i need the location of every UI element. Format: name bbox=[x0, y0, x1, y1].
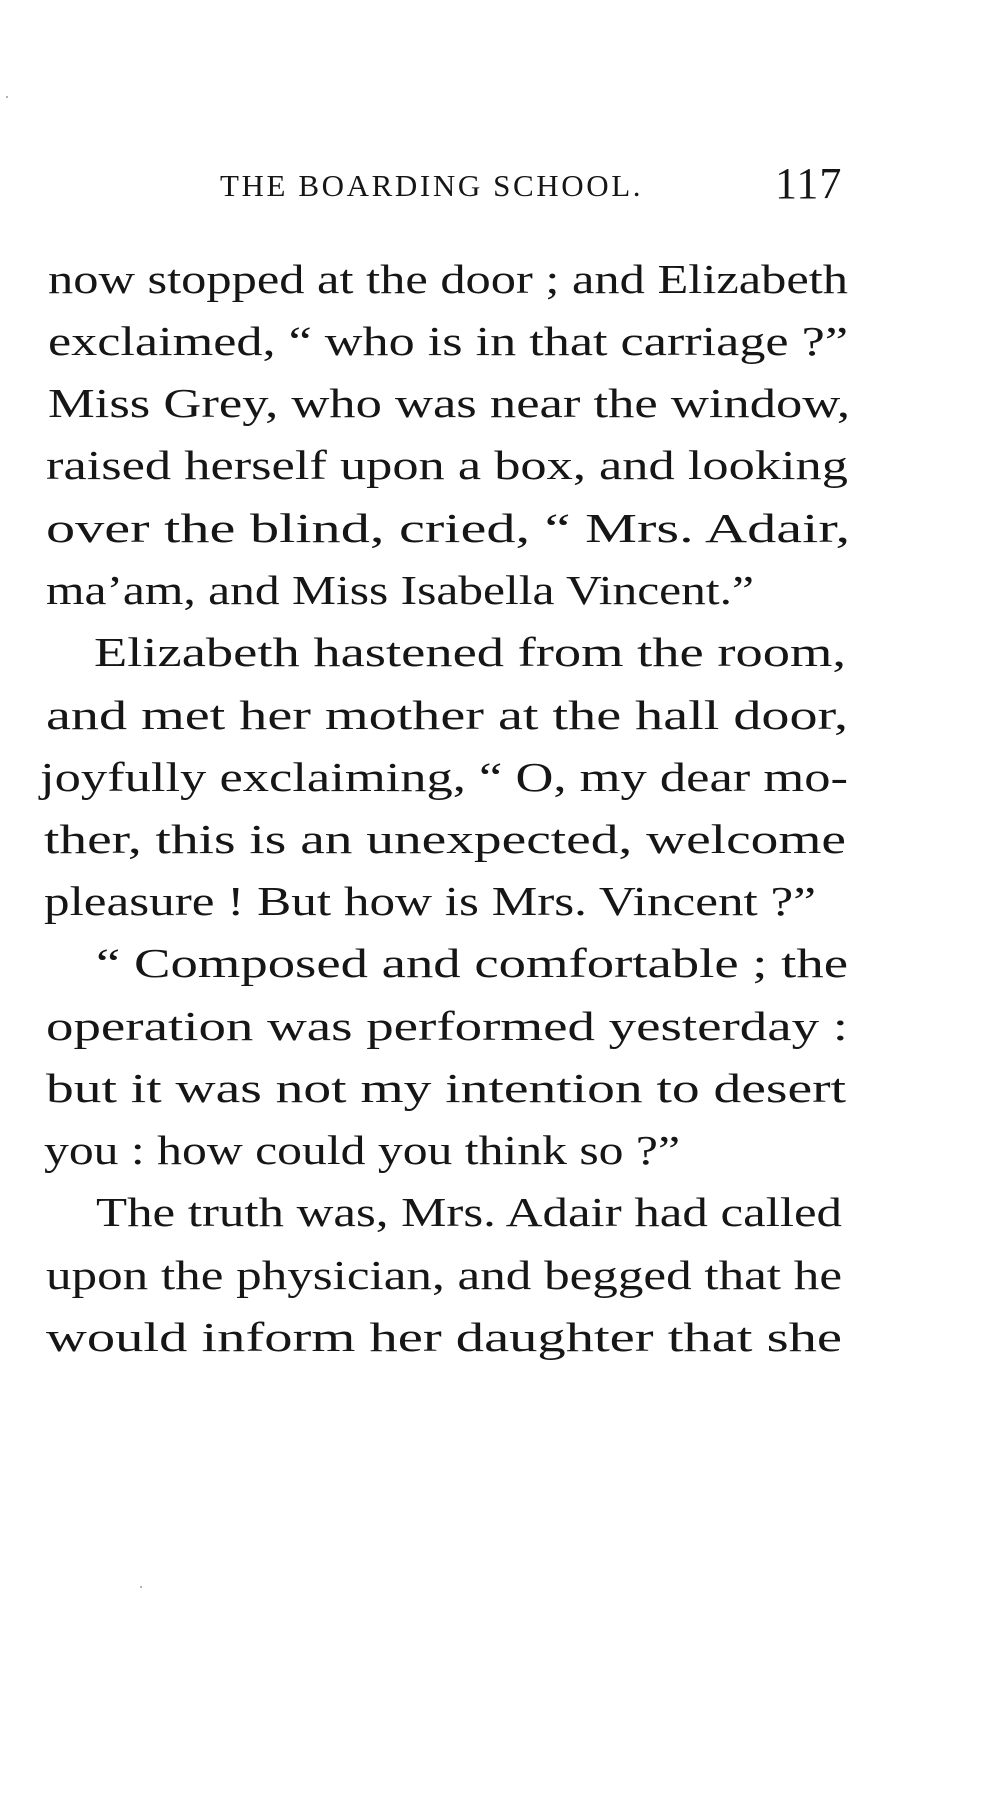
running-head-title: THE BOARDING SCHOOL. bbox=[220, 168, 644, 203]
running-head bbox=[210, 158, 850, 218]
text-line bbox=[0, 928, 1000, 998]
text-line-content: operation was performed yesterday : bbox=[46, 1003, 849, 1049]
text-line-content: now stopped at the door ; and Elizabeth bbox=[48, 256, 848, 302]
text-line bbox=[0, 991, 1000, 1061]
text-line-content: Miss Grey, who was near the window, bbox=[48, 380, 850, 426]
text-line-content: ma’am, and Miss Isabella Vincent.” bbox=[46, 567, 754, 613]
text-line-content: raised herself upon a box, and looking bbox=[46, 442, 848, 488]
text-line-content: you : how could you think so ?” bbox=[44, 1127, 681, 1173]
text-line bbox=[0, 1053, 1000, 1123]
text-line bbox=[0, 680, 1000, 750]
page-number: 117 bbox=[775, 159, 843, 208]
text-line bbox=[0, 617, 1000, 687]
text-line bbox=[0, 804, 1000, 874]
text-line-content: and met her mother at the hall door, bbox=[46, 692, 849, 738]
text-line-content: ther, this is an unexpected, welcome bbox=[44, 816, 847, 862]
text-line bbox=[0, 866, 1000, 936]
text-line-content: “ Composed and comfortable ; the bbox=[96, 940, 849, 986]
text-line-content: The truth was, Mrs. Adair had called bbox=[96, 1189, 842, 1235]
text-line bbox=[0, 430, 1000, 500]
text-line bbox=[0, 306, 1000, 376]
text-line bbox=[0, 493, 1000, 563]
text-line bbox=[0, 742, 1000, 812]
text-line-content: would inform her daughter that she bbox=[46, 1314, 842, 1360]
text-line-content: exclaimed, “ who is in that carriage ?” bbox=[48, 318, 848, 364]
text-line bbox=[0, 244, 1000, 314]
text-line bbox=[0, 1302, 1000, 1372]
text-line-content: Elizabeth hastened from the room, bbox=[94, 629, 847, 675]
text-line-content: but it was not my intention to desert bbox=[46, 1065, 847, 1111]
paper-speck bbox=[140, 1586, 142, 1588]
text-line-content: upon the physician, and begged that he bbox=[46, 1252, 843, 1298]
text-line-content: joyfully exclaiming, “ O, my dear mo- bbox=[40, 754, 849, 800]
paper-speck bbox=[6, 96, 8, 98]
text-line-content: pleasure ! But how is Mrs. Vincent ?” bbox=[44, 878, 816, 924]
text-line bbox=[0, 1115, 1000, 1185]
text-line bbox=[0, 555, 1000, 625]
text-line bbox=[0, 1240, 1000, 1310]
text-line-content: over the blind, cried, “ Mrs. Adair, bbox=[46, 505, 851, 551]
text-line bbox=[0, 1177, 1000, 1247]
text-line bbox=[0, 368, 1000, 438]
